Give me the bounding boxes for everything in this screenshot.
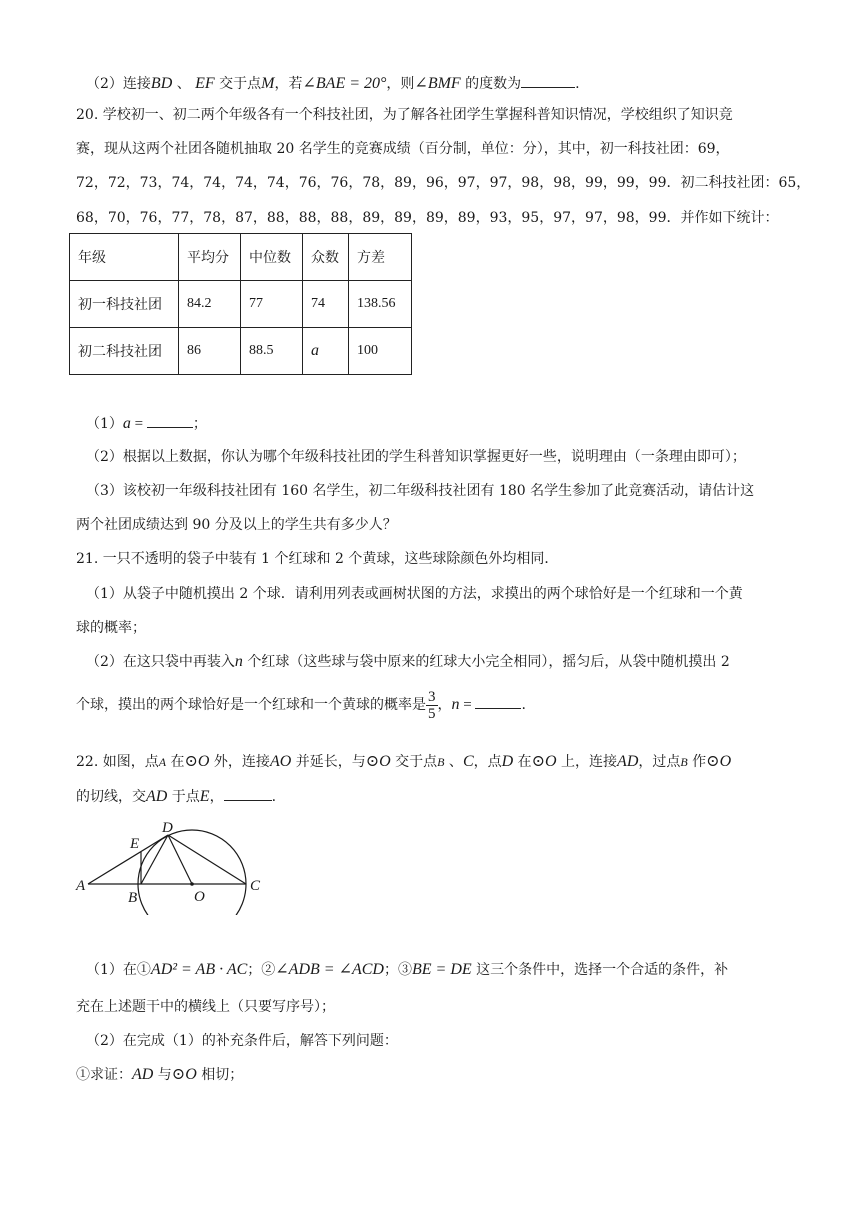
label-b: B xyxy=(128,890,138,906)
condition-1: AD² = AB · AC xyxy=(150,961,248,978)
segment-ef: EF xyxy=(195,75,215,92)
circle-o: ⊙O xyxy=(365,753,391,770)
line-ad xyxy=(88,835,168,884)
q21-part1-line1: （1）从袋子中随机摸出 2 个球．请利用列表或画树状图的方法，求摸出的两个球恰好是一个红球和一个黄 xyxy=(86,586,743,602)
text: ；③ xyxy=(383,962,412,978)
text: 这三个条件中，选择一个合适的条件，补 xyxy=(471,962,729,978)
text: 相切； xyxy=(196,1067,244,1083)
text: 的切线，交 xyxy=(76,789,146,805)
table-row xyxy=(70,328,412,375)
text: （1）在① xyxy=(86,962,151,978)
point-a: A xyxy=(158,755,167,769)
table-cell: 74 xyxy=(303,281,349,328)
q22-line2 xyxy=(76,786,796,807)
variable-n: n xyxy=(451,696,460,713)
center-dot xyxy=(190,882,194,886)
text: 交于点 xyxy=(390,754,438,770)
text: 在 xyxy=(166,754,185,770)
text: 个球，摸出的两个球恰好是一个红球和一个黄球的概率是 xyxy=(76,697,426,713)
answer-blank[interactable] xyxy=(521,73,575,88)
condition-2: ∠ADB = ∠ACD xyxy=(275,961,384,978)
text: ，若 xyxy=(274,76,303,92)
q21-line1: 21. 一只不透明的袋子中装有 1 个红球和 2 个黄球，这些球除颜色外均相同． xyxy=(76,551,559,567)
text: ，点 xyxy=(473,754,502,770)
q22-part2: （2）在完成（1）的补充条件后，解答下列问题： xyxy=(86,1033,398,1049)
text: 外，连接 xyxy=(209,754,270,770)
q22-part2-1 xyxy=(76,1065,796,1085)
text: 的度数为 xyxy=(460,76,522,92)
circle-o: ⊙O xyxy=(706,753,732,770)
text: . xyxy=(271,789,277,805)
table-row xyxy=(70,281,412,328)
segment-ao: AO xyxy=(269,753,292,770)
table-cell: 初一科技社团 xyxy=(70,281,179,328)
q20-part3-line2: 两个社团成绩达到 90 分及以上的学生共有多少人？ xyxy=(76,517,397,533)
text: 在 xyxy=(513,754,532,770)
text: 个红球（这些球与袋中原来的红球大小完全相同），摇匀后，从袋中随机摸出 2 xyxy=(242,654,730,670)
table-cell: 88.5 xyxy=(241,328,303,375)
text: ①求证： xyxy=(76,1067,132,1083)
text: ， xyxy=(209,789,224,805)
table-cell: a xyxy=(303,328,349,375)
fraction xyxy=(426,689,438,722)
text: ；② xyxy=(247,962,276,978)
text: . xyxy=(575,76,580,92)
table-cell: 100 xyxy=(349,328,412,375)
label-e: E xyxy=(130,836,140,852)
table-cell: 86 xyxy=(179,328,241,375)
point-d: D xyxy=(501,753,514,770)
q22-part1-line1 xyxy=(86,960,806,980)
q21-part2-line2 xyxy=(76,688,796,722)
answer-blank[interactable] xyxy=(147,413,193,428)
text: 、 xyxy=(172,76,196,92)
header-cell: 中位数 xyxy=(241,234,303,281)
condition-3: BE = DE xyxy=(411,961,472,978)
q20-part2: （2）根据以上数据，你认为哪个年级科技社团的学生科普知识掌握更好一些，说明理由（一条理由即可）； xyxy=(86,449,746,465)
q20-line2: 赛，现从这两个社团各随机抽取 20 名学生的竞赛成绩（百分制，单位：分），其中，初一科技社团：69， xyxy=(76,141,730,157)
text: ，过点 xyxy=(638,754,681,770)
label-c: C xyxy=(250,878,261,894)
geometry-figure xyxy=(72,815,272,915)
point-m: M xyxy=(261,75,275,92)
text: 、 xyxy=(444,754,463,770)
q21-part1-line2: 球的概率； xyxy=(76,620,146,636)
circle-o: ⊙O xyxy=(171,1066,197,1083)
circle-o: ⊙O xyxy=(184,753,210,770)
angle-asked: ∠BMF xyxy=(414,75,461,92)
text: （2）连接 xyxy=(86,76,151,92)
q20-line1: 20. 学校初一、初二两个年级各有一个科技社团，为了解各社团学生掌握科普知识情况，学校组织了知识竞 xyxy=(76,107,733,123)
circle-o: ⊙O xyxy=(531,753,557,770)
text: = xyxy=(130,416,147,432)
angle-condition: ∠BAE = 20° xyxy=(302,75,387,92)
label-d: D xyxy=(162,820,173,836)
table-cell: 初二科技社团 xyxy=(70,328,179,375)
label-o: O xyxy=(194,889,205,905)
fraction-denominator: 5 xyxy=(428,705,436,722)
q20-line3: 72，72，73，74，74，74，74，76，76，78，89，96，97，97，98，98，99，99，99．初二科技社团：65， xyxy=(76,175,811,191)
label-a: A xyxy=(76,878,86,894)
text: 于点 xyxy=(167,789,200,805)
text: ； xyxy=(192,416,207,432)
segment-ad: AD xyxy=(617,753,639,770)
q19-part2-line xyxy=(86,73,806,94)
text: 22. 如图，点 xyxy=(76,754,159,770)
point-b: B xyxy=(680,755,688,769)
text: . xyxy=(521,697,526,713)
segment-ad: AD xyxy=(132,1066,154,1083)
table-header-row xyxy=(70,234,412,281)
variable-a: a xyxy=(122,415,131,432)
header-cell: 平均分 xyxy=(179,234,241,281)
answer-blank[interactable] xyxy=(475,694,521,709)
segment-bd: BD xyxy=(150,75,173,92)
q20-line4: 68，70，76，77，78，87，88，88，88，89，89，89，89，93，95，97，97，98，99．并作如下统计： xyxy=(76,210,779,226)
point-e: E xyxy=(199,788,210,805)
table-cell: 84.2 xyxy=(179,281,241,328)
q20-part3-line1: （3）该校初一年级科技社团有 160 名学生，初二年级科技社团有 180 名学生参加了此竞赛活动，请估计这 xyxy=(86,483,755,499)
text: （2）在这只袋中再装入 xyxy=(86,654,235,670)
segment-ad: AD xyxy=(146,788,168,805)
point-c: C xyxy=(462,753,474,770)
q21-part2-line1 xyxy=(86,652,806,672)
text: （1） xyxy=(86,416,123,432)
q22-line1 xyxy=(76,752,796,772)
q22-part1-line2: 充在上述题干中的横线上（只要写序号）； xyxy=(76,999,335,1015)
fraction-numerator: 3 xyxy=(428,688,436,705)
header-cell: 年级 xyxy=(70,234,179,281)
table-cell: 77 xyxy=(241,281,303,328)
point-b: B xyxy=(437,755,445,769)
header-cell: 方差 xyxy=(349,234,412,281)
answer-blank[interactable] xyxy=(224,786,272,801)
text: 上，连接 xyxy=(556,754,618,770)
text: 与 xyxy=(153,1067,172,1083)
text: ， xyxy=(437,697,452,713)
stats-table xyxy=(69,233,412,375)
header-cell: 众数 xyxy=(303,234,349,281)
text: 作 xyxy=(687,754,707,770)
text: 并延长，与 xyxy=(291,754,366,770)
text: = xyxy=(459,697,476,713)
variable-n: n xyxy=(234,653,243,670)
text: ，则 xyxy=(386,76,415,92)
text: 交于点 xyxy=(214,76,262,92)
table-cell: 138.56 xyxy=(349,281,412,328)
line-bd xyxy=(141,835,168,884)
q20-part1 xyxy=(86,413,806,434)
